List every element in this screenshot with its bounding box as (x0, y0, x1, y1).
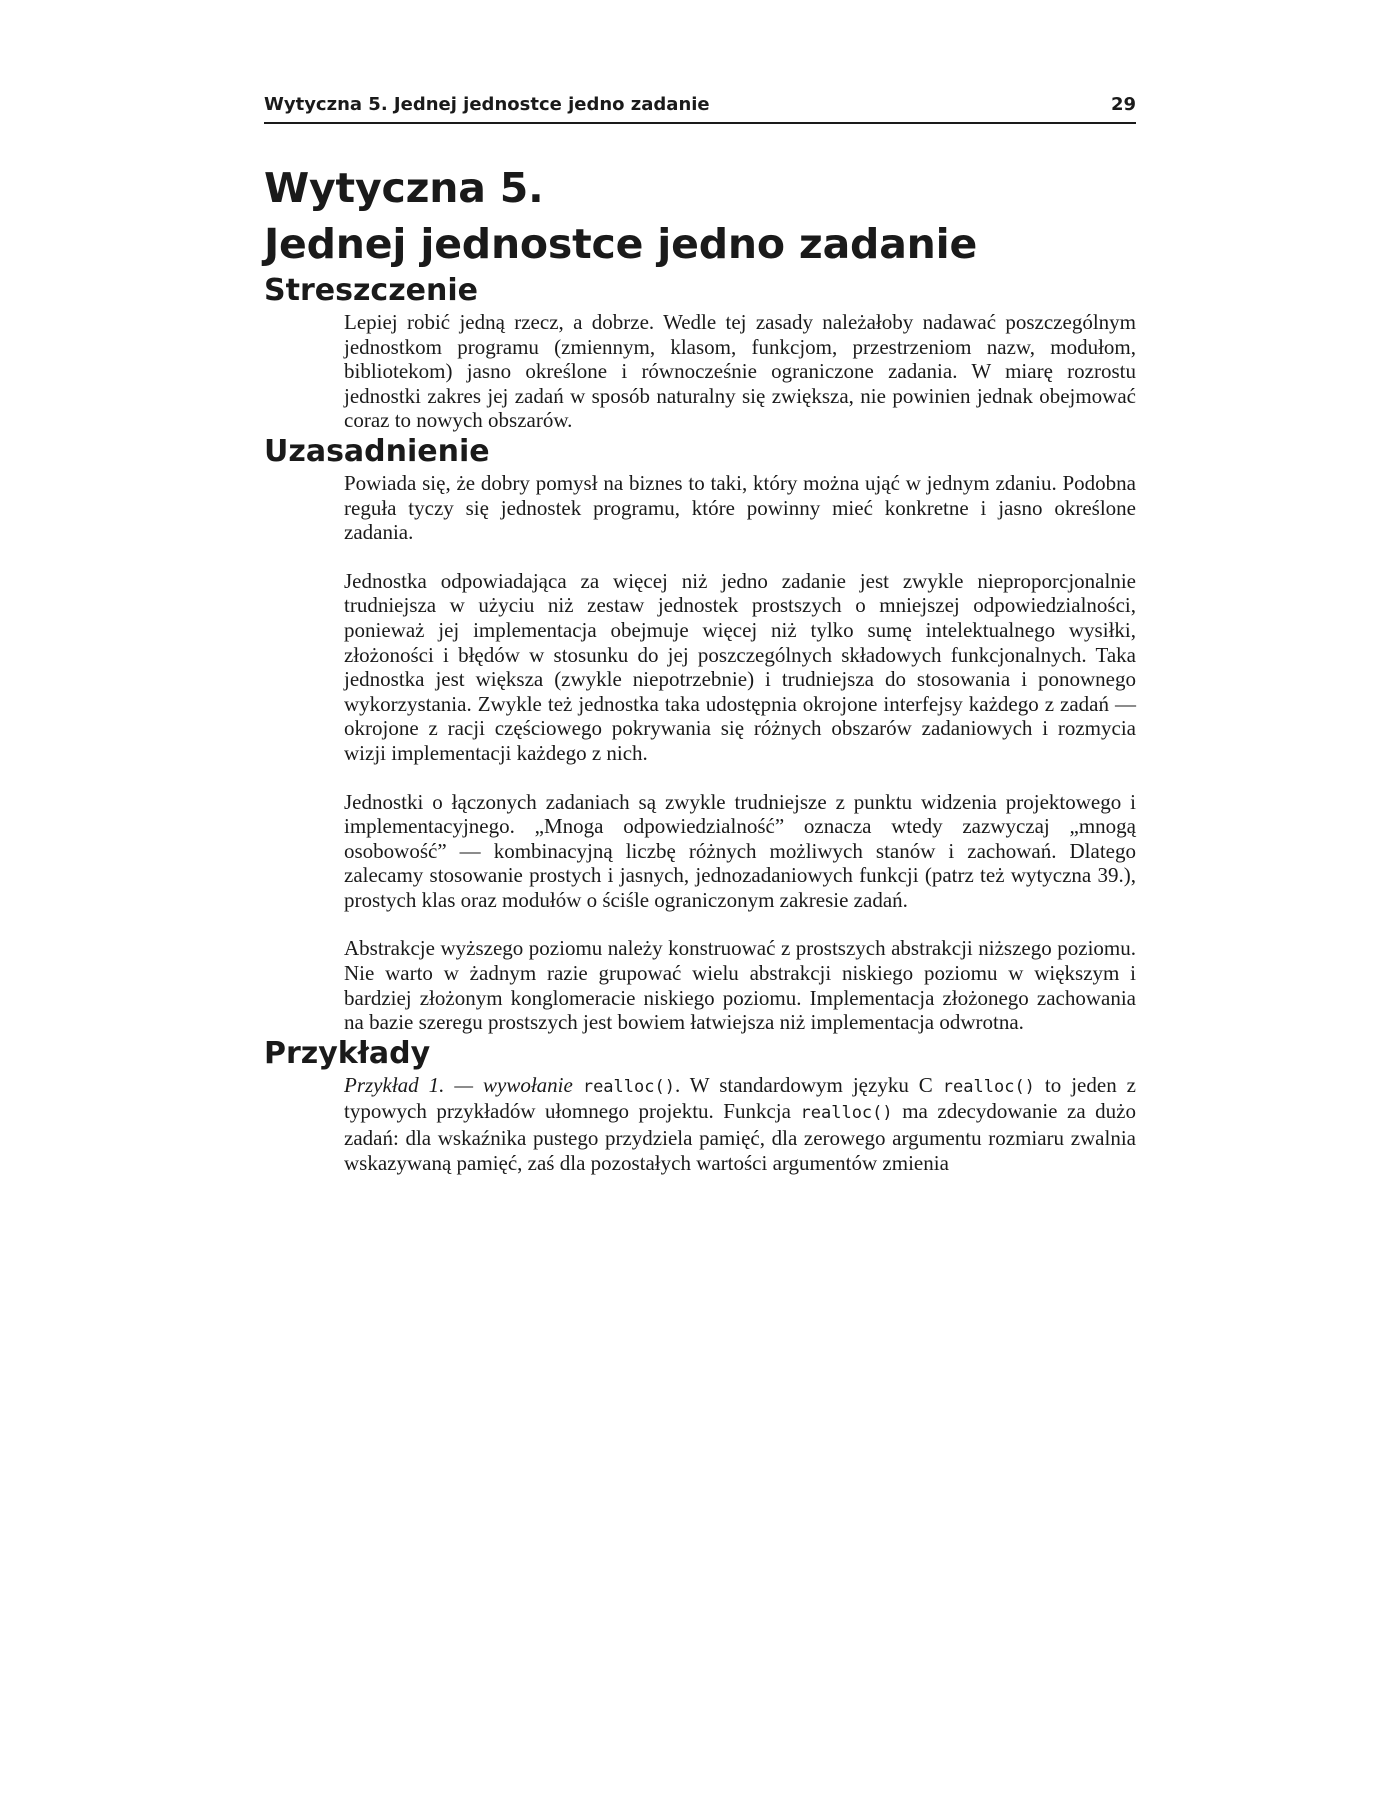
example-text: ma zdecydowanie za dużo zadań: dla wskaźnika pustego przydziela pamięć, dla zerowego argumentu rozmiaru zwalnia wskazywaną pamięć, zaś dla pozostałych wartości argumentów zmienia (344, 1099, 1137, 1175)
example-text: to jeden z typowych przykładów ułomnego projektu. Funkcja (344, 1072, 1136, 1124)
section-heading-streszczenie: Streszczenie (264, 273, 478, 308)
section-heading-przyklady: Przykłady (264, 1035, 431, 1071)
chapter-title-line1: Wytyczna 5. (264, 164, 544, 212)
page-number: 29 (1110, 94, 1136, 115)
section-heading-uzasadnienie: Uzasadnienie (264, 433, 490, 469)
running-header (264, 94, 1136, 124)
code-realloc: realloc() (582, 1076, 675, 1097)
paragraph: Powiada się, że dobry pomysł na biznes to taki, który można ująć w jednym zdaniu. Podobna reguła tyczy się jednostek programu, które powinny mieć konkretne i jasno określone zadania. (344, 470, 1136, 545)
example-paragraph (344, 1073, 1136, 1175)
running-title: Wytyczna 5. Jednej jednostce jedno zadanie (264, 94, 710, 115)
section-body-przyklady (344, 1073, 1136, 1175)
example-lead: Przykład 1. — wywołanie (344, 1072, 573, 1097)
book-page (264, 94, 1136, 1175)
paragraph: Lepiej robić jedną rzecz, a dobrze. Wedle tej zasady należałoby nadawać poszczególnym jednostkom programu (zmiennym, klasom, funkcjom, przestrzeniom nazw, modułom, bibliotekom) jasno określone i równocześnie ograniczone zadania. W miarę rozrostu jednostki zakres jej zadań w sposób naturalny się zwiększa, nie powinien jednak obejmować coraz to nowych obszarów. (344, 310, 1136, 433)
section-body-uzasadnienie (344, 471, 1136, 1035)
code-realloc: realloc() (942, 1076, 1035, 1097)
paragraph: Abstrakcje wyższego poziomu należy konstruować z prostszych abstrakcji niższego poziomu. Nie warto w żadnym razie grupować wielu abstrakcji niskiego poziomu w większym i bardziej złożonym konglomeracie niskiego poziomu. Implementacja złożonego zachowania na bazie szeregu prostszych jest bowiem łatwiejsza niż implementacja odwrotna. (344, 936, 1136, 1035)
paragraph: Jednostka odpowiadająca za więcej niż jedno zadanie jest zwykle nieproporcjonalnie trudniejsza w użyciu niż zestaw jednostek prostszych o mniejszej odpowiedzialności, ponieważ jej implementacja obejmuje więcej niż tylko sumę intelektualnego wysiłki, złożoności i błędów w stosunku do jej poszczególnych składowych funkcjonalnych. Taka jednostka jest większa (zwykle niepotrzebnie) i trudniejsza do stosowania i ponownego wykorzystania. Zwykle też jednostka taka udostępnia okrojone interfejsy każdego z zadań — okrojone z racji częściowego pokrywania się różnych obszarów zadaniowych i rozmycia wizji implementacji każdego z nich. (344, 568, 1136, 765)
chapter-title-line2: Jednej jednostce jedno zadanie (264, 220, 978, 268)
example-text: . W standardowym języku C (674, 1072, 933, 1097)
chapter-title (264, 160, 1136, 272)
code-realloc: realloc() (800, 1103, 893, 1124)
section-body-streszczenie (344, 310, 1136, 433)
paragraph: Jednostki o łączonych zadaniach są zwykle trudniejsze z punktu widzenia projektowego i implementacyjnego. „Mnoga odpowiedzialność” oznacza wtedy zazwyczaj „mnogą osobowość” — kombinacyjną liczbę różnych możliwych stanów i zachowań. Dlatego zalecamy stosowanie prostych i jasnych, jednozadaniowych funkcji (patrz też wytyczna 39.), prostych klas oraz modułów o ściśle ograniczonym zakresie zadań. (344, 789, 1136, 912)
